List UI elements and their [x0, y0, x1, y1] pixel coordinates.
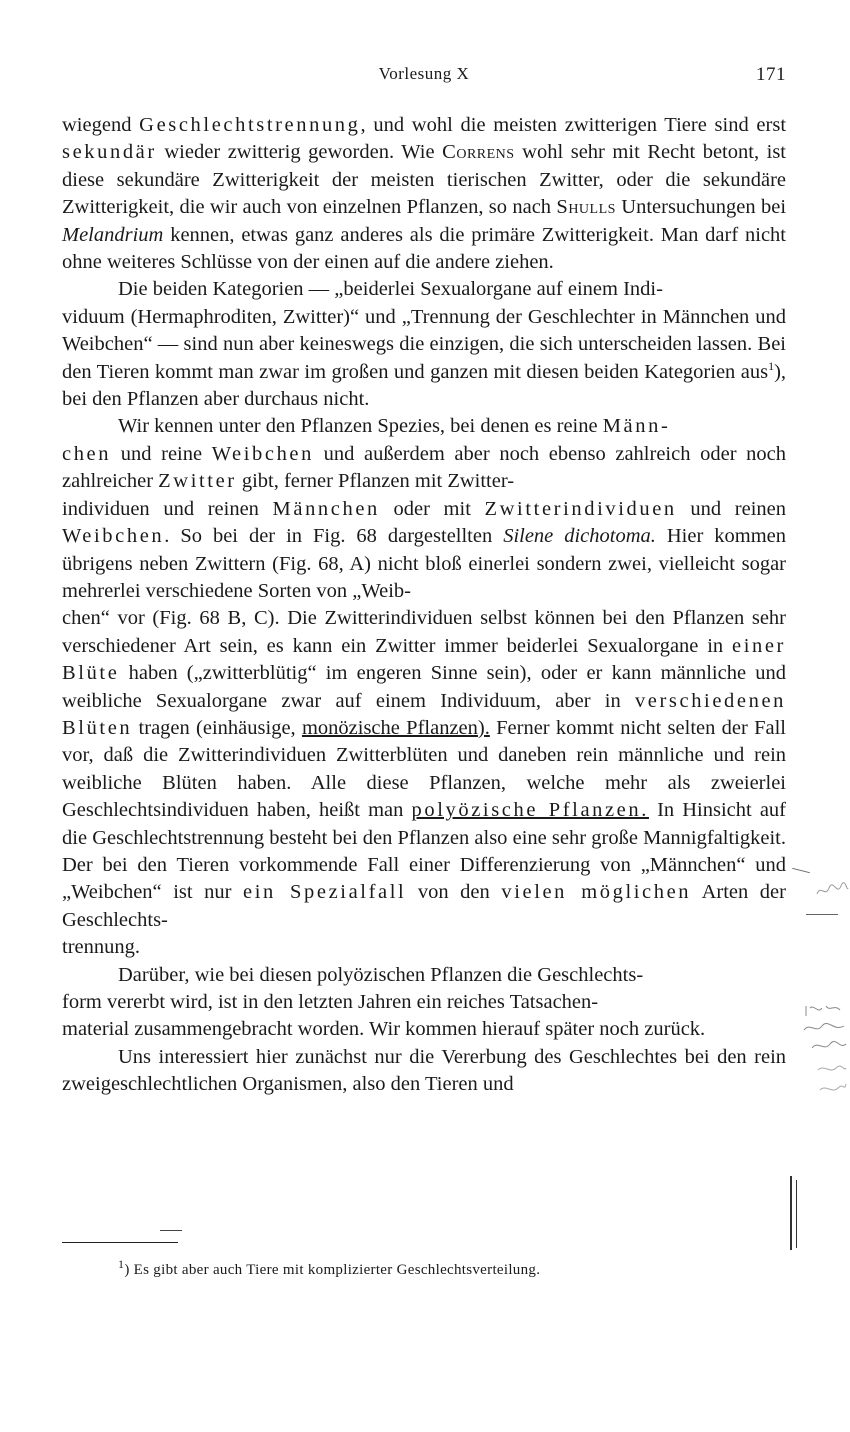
text-run: Hier kommen übrigens neben Zwittern (Fig. 68, A) nicht bloß einerlei [62, 525, 786, 575]
text-run: Ferner kommt nicht selten der Fall vor, daß [62, 716, 787, 767]
text-run: und [676, 497, 722, 520]
margin-scribble [800, 1000, 848, 1060]
text-run: wohl [514, 141, 564, 164]
text-run: material zusammengebracht worden. Wir kommen hierauf später noch [62, 1018, 640, 1041]
text-run: form vererbt wird, ist in den letzten Jahren ein reiches Tatsachen- [62, 991, 599, 1013]
text-run: viduum (Hermaphroditen, Zwitter)“ und „Trennung der Geschlechter in [62, 305, 657, 328]
emphasized-text: sekundär [62, 141, 157, 164]
text-run: Darüber, wie bei diesen polyözischen Pflanzen die Geschlechts- [118, 963, 644, 986]
text-run: chen“ vor (Fig. 68 B, C). Die Zwitterindividuen selbst können bei den [62, 607, 665, 630]
text-run: tierischen Zwitter, oder die sekundäre Zwitterigkeit, die wir auch von [62, 168, 787, 219]
text-run: Arten der Geschlechts- [62, 881, 786, 931]
text-run: gibt, ferner Pflanzen mit Zwitter- [236, 470, 515, 493]
footnote-rule [62, 1242, 178, 1243]
emphasized-text: Zwitterindividuen [484, 497, 677, 520]
footnote [118, 1257, 758, 1279]
body-text [62, 112, 786, 1099]
text-run: Untersuchungen bei [615, 196, 787, 219]
text-run: nicht ohne weiteres Schlüsse von der einen auf die andere ziehen. [62, 223, 787, 274]
running-header [62, 64, 786, 88]
text-run: und außerdem aber noch ebenso zahlreich [313, 442, 691, 465]
text-run: wiegend [62, 114, 140, 136]
emphasized-text: vielen möglichen [501, 881, 692, 904]
emphasized-text: Geschlechtstrennung [139, 114, 361, 136]
emphasized-text: Melandrium [62, 223, 164, 246]
text-run: Uns interessiert hier zunächst nur die Vererbung des Geschlechtes [118, 1045, 678, 1068]
text-run: eine sehr große Mannigfaltigkeit. Der bei den Tieren vorkommende [62, 826, 786, 876]
text-run: wieder zwitterig geworden. Wie [156, 141, 443, 164]
page-number: 171 [756, 64, 786, 85]
text-run: kennen, etwas ganz anderes als die primäre Zwitterigkeit. Man darf [170, 223, 739, 246]
text-run: und reine [111, 442, 212, 465]
emphasized-text: einer Blüte [62, 634, 786, 685]
emphasized-text: ein Spezialfall [243, 881, 407, 904]
emphasized-text: Männchen [272, 497, 380, 520]
text-run: bei den rein zweigeschlechtlichen Organismen, also den Tieren und [62, 1045, 787, 1096]
pencil-mark [160, 1230, 182, 1231]
text-run: einzelnen Pflanzen, so nach [322, 196, 557, 219]
paragraph [62, 1044, 786, 1099]
emphasized-text: Weibchen [62, 525, 165, 548]
text-run: zweierlei Geschlechtsindividuen haben, heißt man [62, 771, 787, 822]
text-run: sind erst [714, 114, 787, 136]
text-run: tragen (einhäusige, [132, 716, 296, 739]
text-run: individuen und reinen [62, 497, 273, 520]
pencil-mark [806, 914, 838, 915]
emphasized-text: chen [62, 442, 112, 465]
running-title: Vorlesung X [378, 64, 470, 83]
emphasized-text: verschiedenen Blüten [62, 689, 786, 739]
text-run: aber durchaus nicht. [203, 388, 370, 411]
margin-bracket [790, 1176, 792, 1250]
text-run: haben („zwitterblütig“ im engeren Sinne [119, 662, 478, 685]
text-run: großen und ganzen mit diesen beiden Kategorien aus [331, 360, 769, 383]
text-run: Fall einer Differenzierung von „Männchen“ und „Weibchen“ ist nur [62, 853, 786, 904]
paragraph [62, 962, 786, 1044]
text-run: Wir kennen unter den Pflanzen Spezies, bei denen es reine [118, 415, 603, 438]
margin-scribble [814, 1062, 848, 1102]
text-run: zurück. [644, 1018, 706, 1041]
text-run: oder mit [379, 497, 485, 520]
text-run: sondern zwei, vielleicht sogar mehrerlei verschiedene Sorten von „Weib- [62, 552, 786, 602]
emphasized-text: polyözische Pflanzen. [411, 799, 649, 822]
text-run: die sich unterscheiden lassen. Bei den Tieren kommt man zwar im [62, 333, 787, 383]
text-run: sehr mit Recht betont, ist diese sekundäre Zwitterigkeit der meisten [62, 141, 787, 191]
pencil-mark [792, 868, 810, 873]
footnote-text: ) Es gibt aber auch Tiere mit komplizierter Geschlechtsverteilung. [124, 1262, 541, 1278]
text-run: , und wohl die meisten zwitterigen Tiere [360, 114, 707, 136]
emphasized-text: Männ- [602, 415, 671, 438]
text-run: die Zwitterindividuen Zwitterblüten und daneben rein männliche und [143, 744, 745, 767]
margin-bracket [796, 1180, 797, 1248]
text-run: einem Individuum, aber in [375, 689, 635, 712]
text-run: Pflanzen sehr verschiedener Art sein, es kann ein Zwitter immer beiderlei [62, 607, 787, 657]
text-run: rein weibliche Blüten haben. Alle diese Pflanzen, welche mehr als [62, 744, 787, 794]
footnote-reference: 1 [768, 358, 775, 373]
emphasized-text: Silene dichotoma. [503, 525, 656, 548]
paragraph [62, 413, 786, 961]
paragraph [62, 276, 786, 413]
text-run: . So bei der in Fig. 68 dargestellten [164, 525, 504, 548]
text-run: trennung. [62, 936, 140, 959]
emphasized-text: Correns [442, 141, 515, 164]
text-run: Die beiden Kategorien — „beiderlei Sexualorgane auf einem Indi- [118, 278, 663, 301]
emphasized-text: Shulls [556, 196, 616, 219]
text-run: oder noch zahlreicher [62, 442, 787, 493]
emphasized-text: Weibchen [211, 442, 314, 465]
text-run: sein), oder er kann männliche und weibliche Sexualorgane zwar auf [62, 662, 787, 712]
emphasized-text: Zwitter [158, 470, 237, 493]
text-run: In Hinsicht auf die Geschlechtstrennung besteht bei den Pflanzen also [62, 799, 786, 849]
emphasized-text: monözische Pflanzen). [301, 716, 490, 739]
text-run: Sexualorgane in [587, 634, 733, 657]
text-run: Männchen und Weibchen“ — sind nun aber keineswegs die einzigen, [62, 305, 786, 356]
margin-scribble [815, 880, 849, 900]
text-run: ), bei den Pflanzen [62, 360, 787, 411]
footnote-marker: 1 [118, 1257, 125, 1271]
text-run: reinen [734, 497, 787, 520]
paragraph [62, 112, 786, 276]
text-run: von den [406, 881, 502, 904]
